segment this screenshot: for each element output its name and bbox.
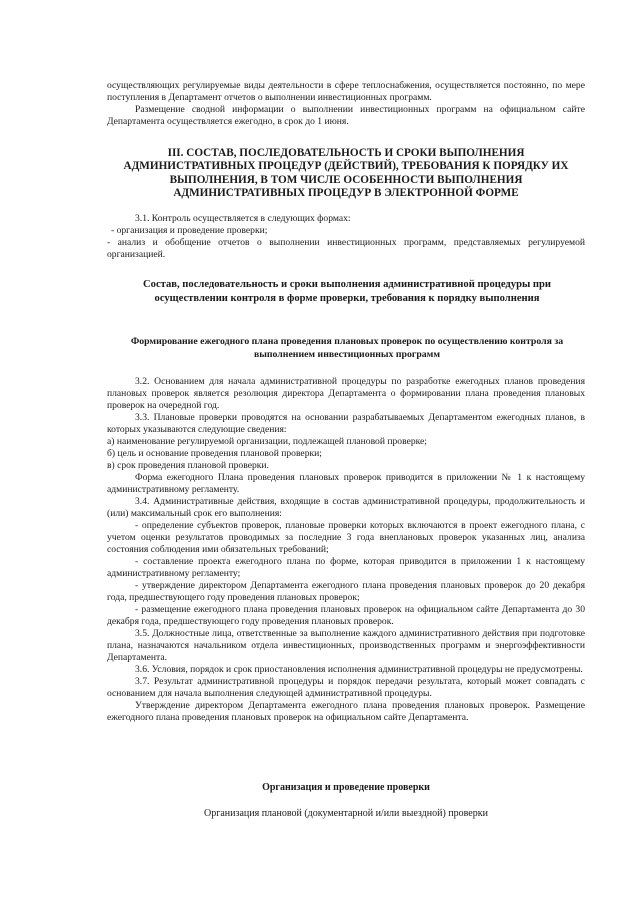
paragraph-3-3: 3.3. Плановые проверки проводятся на основании разрабатываемых Департаментом ежегодных планов, в которых указываются следующие сведения: [107,412,585,435]
intro-paragraph-2: Размещение сводной информации о выполнении инвестиционных программ на официальном сайте Департамента осуществляется ежегодно, в срок до 1 июня. [107,104,585,127]
subheading-procedure: Состав, последовательность и сроки выполнения административной процедуры при осуществлении контроля в форме проверки, требования к порядку выполнения [143,279,551,304]
last-line: Организация плановой (документарной и/или выездной) проверки [204,808,488,819]
subheading-annual-plan: Формирование ежегодного плана проведения плановых проверок по осуществлению контроля за выполнением инвестиционных программ [130,336,564,360]
paragraph-3-4-item-3: - утверждение директором Департамента ежегодного плана проведения плановых проверок до 20 декабря года, предшествующего году проведения плановых проверок; [107,580,585,603]
paragraph-3-4: 3.4. Административные действия, входящие в состав административной процедуры, продолжительность и (или) максимальный срок его выполнения: [107,496,585,519]
paragraph-3-3-form: Форма ежегодного Плана проведения плановых проверок приводится в приложении № 1 к настоящему административному регламенту. [107,472,585,495]
paragraph-3-5: 3.5. Должностные лица, ответственные за выполнение каждого административного действия при подготовке плана, назначаются начальником отдела инвестиционных, производственных программ и энергоэффективности Департамента. [107,628,585,663]
paragraph-3-1: 3.1. Контроль осуществляется в следующих формах: [135,213,351,224]
paragraph-3-4-item-2: - составление проекта ежегодного плана по форме, которая приводится в приложении 1 к настоящему административному регламенту; [107,556,585,579]
paragraph-3-4-item-1: - определение субъектов проверок, плановые проверки которых включаются в проект ежегодного плана, с учетом оценки результатов проводимых за последние 3 года внеплановых проверок указанных лиц, анализа состояния соблюдения ими обязательных требований; [107,520,585,555]
paragraph-3-7: 3.7. Результат административной процедуры и порядок передачи результата, который может совпадать с основанием для начала выполнения следующей административной процедуры. [107,676,585,699]
paragraph-3-4-item-4: - размещение ежегодного плана проведения плановых проверок на официальном сайте Департамента до 30 декабря года, предшествующего году проведения плановых проверок. [107,604,585,627]
paragraph-3-3-item-b: б) цель и основание проведения плановой проверки; [107,448,322,459]
paragraph-3-1-item-b: - анализ и обобщение отчетов о выполнении инвестиционных программ, представляемых регулируемой организацией. [107,237,585,260]
paragraph-3-3-item-a: а) наименование регулируемой организации, подлежащей плановой проверке; [107,436,427,447]
paragraph-3-1-item-a: - организация и проведение проверки; [111,225,268,236]
paragraph-3-6: 3.6. Условия, порядок и срок приостановления исполнения административной процедуры не предусмотрены. [135,664,583,675]
subheading-inspection: Организация и проведение проверки [262,782,430,793]
intro-paragraph-1: осуществляющих регулируемые виды деятельности в сфере теплоснабжения, осуществляется постоянно, по мере поступления в Департамент отчетов о выполнении инвестиционных программ. [107,80,585,103]
section-3-1-block [107,213,585,261]
main-body-block [107,376,585,724]
paragraph-3-2: 3.2. Основанием для начала административной процедуры по разработке ежегодных планов проведения плановых проверок является резолюция директора Департамента о формировании плана проведения плановых проверок на очередной год. [107,376,585,411]
intro-block [107,80,585,128]
paragraph-3-3-item-c: в) срок проведения плановой проверки. [107,460,269,471]
section-3-title: III. СОСТАВ, ПОСЛЕДОВАТЕЛЬНОСТЬ И СРОКИ ВЫПОЛНЕНИЯ АДМИНИСТРАТИВНЫХ ПРОЦЕДУР (ДЕЙСТВИЙ), ТРЕБОВАНИЯ К ПОРЯДКУ ИХ ВЫПОЛНЕНИЯ, В ТОМ ЧИСЛЕ ОСОБЕННОСТИ ВЫПОЛНЕНИЯ АДМИНИСТРАТИВНЫХ ПРОЦЕДУР В ЭЛЕКТРОННОЙ ФОРМЕ [123,147,569,200]
paragraph-3-7-result: Утверждение директором Департамента ежегодного плана проведения плановых проверок. Размещение ежегодного плана проведения плановых проверок на официальном сайте Департамента. [107,700,585,723]
